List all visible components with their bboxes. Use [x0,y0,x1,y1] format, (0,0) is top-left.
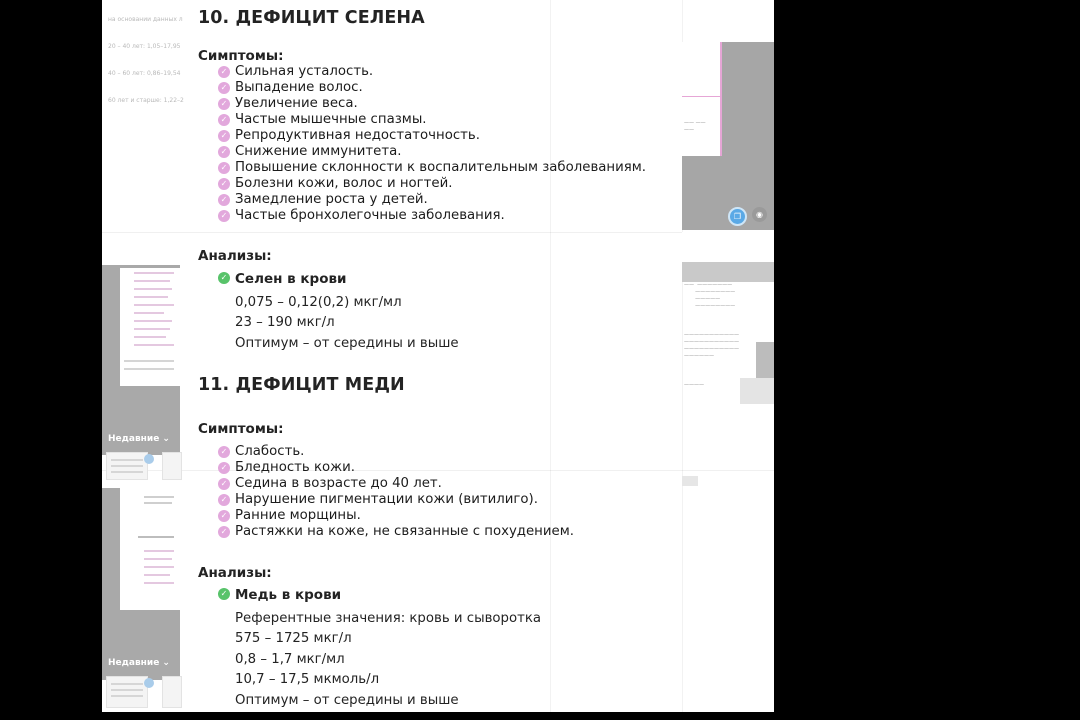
check-icon: ✓ [218,66,230,78]
grid-line [102,232,774,233]
list-item: ✓ Частые бронхолегочные заболевания. [218,208,646,224]
analysis-label: Анализы: [198,565,272,581]
page-edge [720,42,722,156]
doc-thumbnail[interactable] [120,488,180,610]
optimum-note: Оптимум – от середины и выше [235,336,459,351]
check-icon: ✓ [218,98,230,110]
background-tiny-text: ———— [684,382,704,388]
recent-thumbnail[interactable] [106,676,148,708]
background-panel [740,378,774,404]
background-tiny-text: —— ——————— ———————— ————— ———————— [684,282,736,309]
symptoms-list [218,64,646,224]
check-icon: ✓ [218,210,230,222]
list-item: ✓ Сильная усталость. [218,64,646,80]
reference-value: 23 – 190 мкг/л [235,315,335,330]
recent-label[interactable]: Недавние ⌄ [108,658,170,668]
reference-value: 0,075 – 0,12(0,2) мкг/мл [235,295,402,310]
check-icon: ✓ [218,588,230,600]
recent-thumbnail[interactable] [106,452,148,480]
copy-icon[interactable]: ❐ [728,207,747,226]
symptoms-label: Симптомы: [198,421,284,437]
list-item: ✓ Бледность кожи. [218,460,574,476]
check-icon: ✓ [218,510,230,522]
reference-value: 10,7 – 17,5 мкмоль/л [235,672,380,687]
section-title-selenium: 10. ДЕФИЦИТ СЕЛЕНА [198,8,425,28]
background-tiny-text: —— —— —— [684,120,706,133]
check-icon: ✓ [218,494,230,506]
list-item: ✓ Нарушение пигментации кожи (витилиго). [218,492,574,508]
optimum-note: Оптимум – от середины и выше [235,693,459,708]
doc-thumbnail[interactable] [120,268,180,386]
check-icon: ✓ [218,130,230,142]
check-icon: ✓ [218,178,230,190]
camera-icon[interactable]: ◉ [752,207,767,222]
page-edge [682,96,722,97]
section-title-copper: 11. ДЕФИЦИТ МЕДИ [198,375,405,395]
list-item: ✓ Слабость. [218,444,574,460]
list-item: ✓ Растяжки на коже, не связанные с похудением. [218,524,574,540]
symptoms-list [218,444,574,540]
list-item: ✓ Выпадение волос. [218,80,646,96]
list-item: ✓ Ранние морщины. [218,508,574,524]
background-panel [682,262,774,282]
analysis-label: Анализы: [198,248,272,264]
test-name: ✓ Медь в крови [218,587,341,603]
check-icon: ✓ [218,446,230,458]
list-item: ✓ Репродуктивная недостаточность. [218,128,646,144]
list-item: ✓ Частые мышечные спазмы. [218,112,646,128]
list-item: ✓ Увеличение веса. [218,96,646,112]
list-item: ✓ Повышение склонности к воспалительным заболеваниям. [218,160,646,176]
list-item: ✓ Снижение иммунитета. [218,144,646,160]
background-ghost-text: на основании данных л 20 – 40 лет: 1,05–17,95 40 – 60 лет: 0,86–19,54 60 лет и старше: 1,22–2 [108,16,184,104]
list-item: ✓ Болезни кожи, волос и ногтей. [218,176,646,192]
check-icon: ✓ [218,162,230,174]
list-item: ✓ Замедление роста у детей. [218,192,646,208]
background-page [682,232,774,262]
reference-value: 0,8 – 1,7 мкг/мл [235,652,345,667]
check-icon: ✓ [218,114,230,126]
sync-icon [144,454,154,464]
reference-title: Референтные значения: кровь и сыворотка [235,611,542,626]
check-icon: ✓ [218,272,230,284]
list-item: ✓ Седина в возрасте до 40 лет. [218,476,574,492]
check-icon: ✓ [218,478,230,490]
recent-thumbnail[interactable] [162,452,182,480]
background-panel [682,476,698,486]
check-icon: ✓ [218,526,230,538]
check-icon: ✓ [218,462,230,474]
background-page [682,42,722,156]
background-tiny-text: ——————————— ——————————— ——————————— —————— [684,332,739,359]
check-icon: ✓ [218,146,230,158]
reference-value: 575 – 1725 мкг/л [235,631,352,646]
recent-label[interactable]: Недавние ⌄ [108,434,170,444]
check-icon: ✓ [218,194,230,206]
test-name: ✓ Селен в крови [218,271,346,287]
symptoms-label: Симптомы: [198,48,284,64]
check-icon: ✓ [218,82,230,94]
screenshot-frame [102,0,774,712]
recent-thumbnail[interactable] [162,676,182,708]
sync-icon [144,678,154,688]
